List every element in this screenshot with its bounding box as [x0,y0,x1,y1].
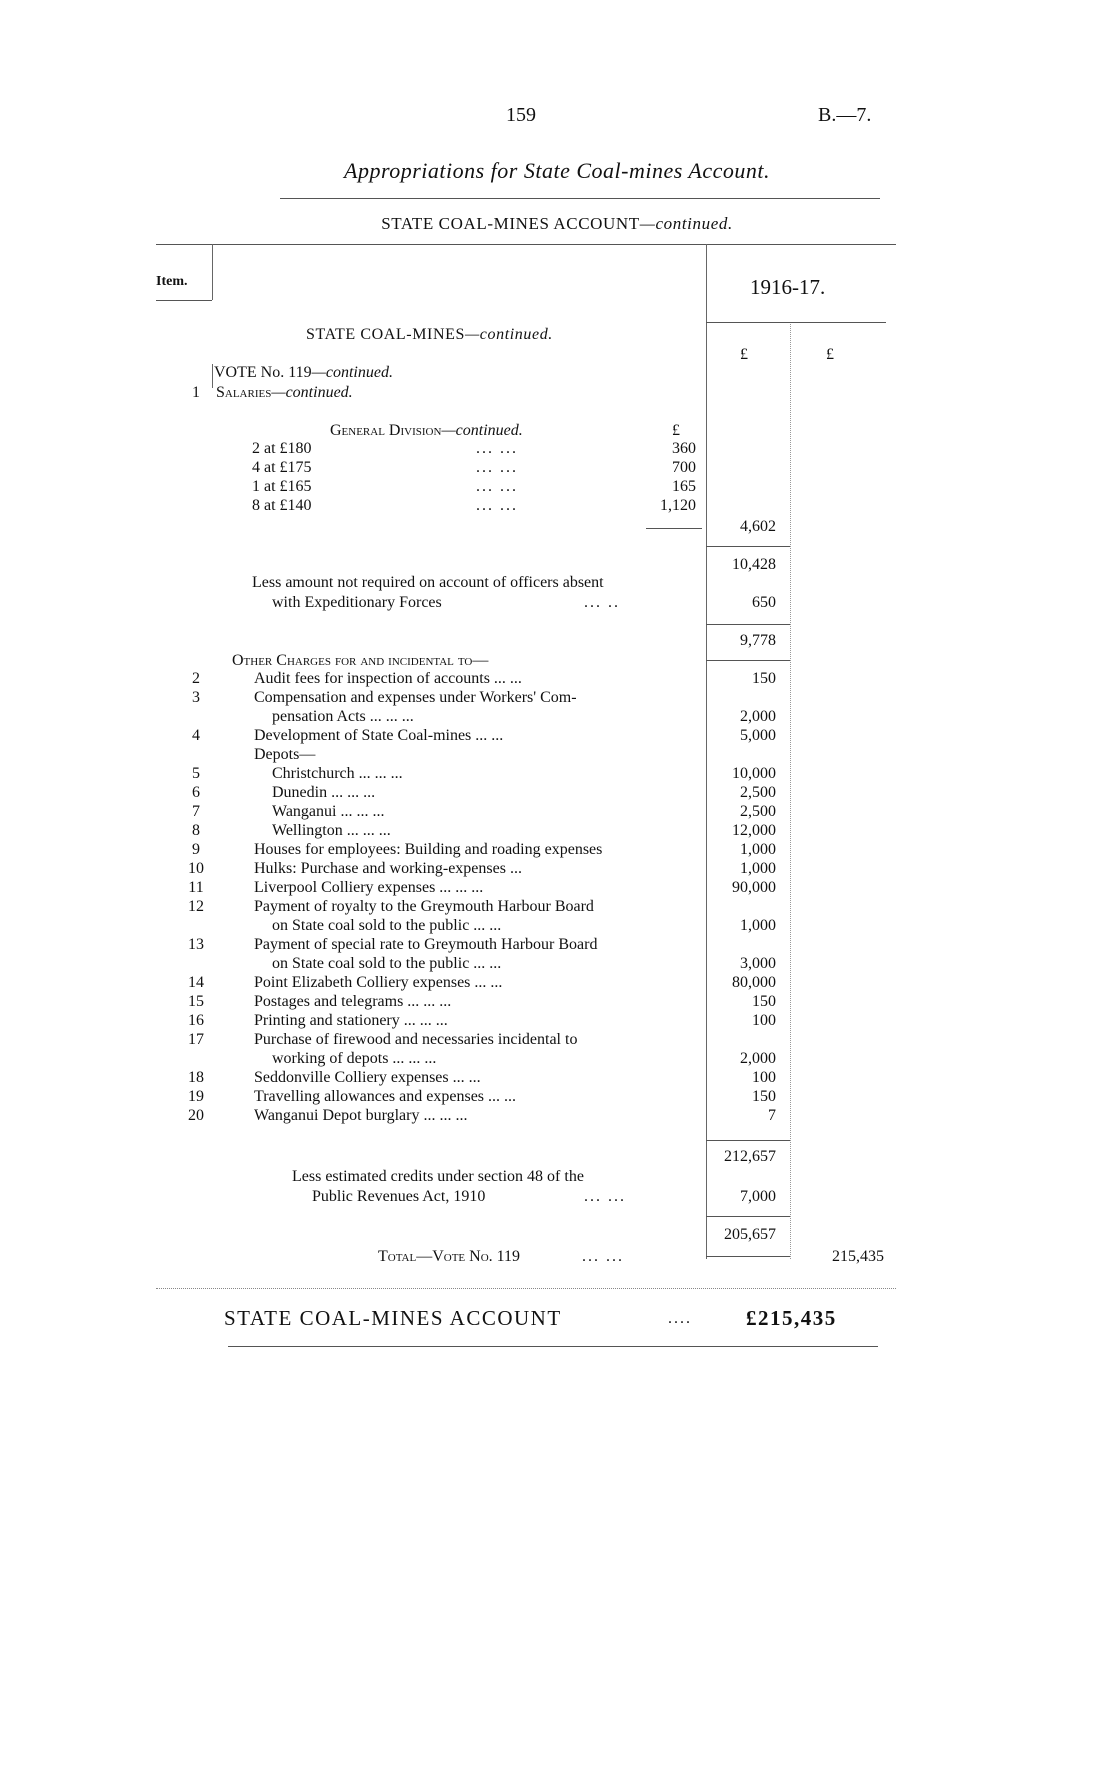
account-total-label: STATE COAL-MINES ACCOUNT [224,1306,562,1330]
less-absent-amount: 650 [752,594,776,611]
item-number: 17 [188,1031,204,1048]
account-bottom-rule [228,1346,878,1347]
charge-amount: 80,000 [732,974,776,991]
item-number: 15 [188,993,204,1010]
charge-label: Payment of special rate to Greymouth Harbour Board [254,936,598,953]
account-subtitle [0,214,1114,234]
charge-label: Travelling allowances and expenses ... ... [254,1088,517,1105]
item-number: 20 [188,1107,204,1124]
item-number: 14 [188,974,204,991]
net-bottom-rule [706,660,790,661]
charges-total: 212,657 [724,1148,776,1165]
gd-row-amount: 700 [672,459,696,476]
vote-total-rule [706,1256,790,1257]
charge-amount: 2,500 [740,803,776,820]
charge-amount: 150 [752,993,776,1010]
charge-amount: 5,000 [740,727,776,744]
charge-label: Seddonville Colliery expenses ... ... [254,1069,481,1086]
charge-label: Compensation and expenses under Workers' Com- [254,689,577,706]
gd-row-dots: ... ... [476,497,518,514]
other-charges-heading: Other Charges for and incidental to— [232,652,489,669]
charge-amount: 150 [752,1088,776,1105]
year-header: 1916-17. [750,275,826,299]
credits-line2: Public Revenues Act, 1910 [312,1188,486,1205]
section-heading: STATE COAL-MINES—continued. [306,326,553,343]
charge-label: Hulks: Purchase and working-expenses ... [254,860,522,877]
item-number: 13 [188,936,204,953]
depots-heading: Depots— [254,746,316,763]
salaries-net: 9,778 [740,632,776,649]
less-absent-line1: Less amount not required on account of officers absent [252,574,604,591]
item-number: 5 [192,765,200,782]
account-total-dots: .... [668,1310,692,1327]
year-rule [706,322,886,323]
table-top-rule [156,244,896,245]
item-number: 19 [188,1088,204,1105]
pound-column-2: £ [826,346,834,363]
charge-label: Development of State Coal-mines ... ... [254,727,504,744]
gd-row-amount: 1,120 [660,497,696,514]
item-number: 3 [192,689,200,706]
charge-amount: 7 [768,1107,776,1124]
charge-amount: 100 [752,1069,776,1086]
item-number: 1 [192,384,200,401]
item-number: 4 [192,727,200,744]
item-number: 16 [188,1012,204,1029]
item-number: 11 [188,879,204,896]
charge-amount: 3,000 [740,955,776,972]
charge-amount: 2,500 [740,784,776,801]
item-number: 6 [192,784,200,801]
item-number: 7 [192,803,200,820]
gd-subtotal: 4,602 [740,518,776,535]
gd-row-amount: 360 [672,440,696,457]
charge-label: Purchase of firewood and necessaries incidental to [254,1031,578,1048]
charge-amount: 12,000 [732,822,776,839]
salaries-heading: Salaries—continued. [216,384,353,401]
charge-label: Liverpool Colliery expenses ... ... ... [254,879,484,896]
charge-label: Payment of royalty to the Greymouth Harbour Board [254,898,594,915]
vote-total-dots: ... ... [582,1248,624,1265]
account-total-amount: £215,435 [746,1306,837,1330]
gd-row-label: 2 at £180 [252,440,312,457]
charge-amount: 10,000 [732,765,776,782]
charges-net: 205,657 [724,1226,776,1243]
credits-dots: ... ... [584,1188,626,1205]
gd-pound-sign: £ [672,422,680,439]
charge-label: Wanganui Depot burglary ... ... ... [254,1107,468,1124]
title-rule [280,198,880,199]
item-header-rule [156,300,212,301]
charge-amount: 100 [752,1012,776,1029]
subtotal-rule [706,546,790,547]
document-reference: B.—7. [818,104,872,126]
subtitle-main: STATE COAL-MINES ACCOUNT [381,214,640,233]
gd-row-amount: 165 [672,478,696,495]
item-number: 8 [192,822,200,839]
item-number: 2 [192,670,200,687]
page-number: 159 [506,104,536,126]
item-number: 10 [188,860,204,877]
credits-amount: 7,000 [740,1188,776,1205]
item-number: 12 [188,898,204,915]
charge-amount: 150 [752,670,776,687]
charge-label: Christchurch ... ... ... [272,765,403,782]
charge-label: Dunedin ... ... ... [272,784,376,801]
gd-row-label: 1 at £165 [252,478,312,495]
charge-label: Postages and telegrams ... ... ... [254,993,452,1010]
gd-row-dots: ... ... [476,478,518,495]
charge-label-cont: pensation Acts ... ... ... [272,708,414,725]
item-number: 18 [188,1069,204,1086]
vote-heading: VOTE No. 119—continued. [214,364,393,381]
pound-column-1: £ [740,346,748,363]
less-absent-dots: ... .. [584,594,620,611]
charge-label-cont: on State coal sold to the public ... ... [272,917,502,934]
charge-label: Wellington ... ... ... [272,822,391,839]
less-absent-line2: with Expeditionary Forces [272,594,442,611]
credits-line1: Less estimated credits under section 48 of the [292,1168,584,1185]
charge-amount: 2,000 [740,708,776,725]
vote-total-amount: 215,435 [832,1248,884,1265]
gd-row-dots: ... ... [476,459,518,476]
charge-label-cont: on State coal sold to the public ... ... [272,955,502,972]
charge-label-cont: working of depots ... ... ... [272,1050,437,1067]
charge-label: Point Elizabeth Colliery expenses ... ... [254,974,503,991]
item-number: 9 [192,841,200,858]
gd-sum-rule [646,528,702,529]
charge-label: Wanganui ... ... ... [272,803,385,820]
charge-label: Printing and stationery ... ... ... [254,1012,448,1029]
charges-sum-rule [706,1140,790,1141]
vote-total-label: Total—Vote No. 119 [378,1248,521,1265]
page-title: Appropriations for State Coal-mines Account. [344,158,770,183]
gd-row-dots: ... ... [476,440,518,457]
gd-row-label: 4 at £175 [252,459,312,476]
subtitle-continued: —continued. [639,214,733,233]
charge-amount: 1,000 [740,860,776,877]
item-column-header: Item. [156,274,188,289]
general-division-heading: General Division—continued. [330,422,523,439]
credits-rule [706,1216,790,1217]
net-rule [706,624,790,625]
salaries-total: 10,428 [732,556,776,573]
charge-amount: 2,000 [740,1050,776,1067]
charge-label: Houses for employees: Building and roading expenses [254,841,603,858]
inner-amount-rule [790,324,791,1259]
charge-label: Audit fees for inspection of accounts ... ... [254,670,522,687]
item-column-rule [212,244,213,300]
charge-amount: 90,000 [732,879,776,896]
charge-amount: 1,000 [740,917,776,934]
gd-row-label: 8 at £140 [252,497,312,514]
charge-amount: 1,000 [740,841,776,858]
account-top-rule [156,1288,896,1289]
